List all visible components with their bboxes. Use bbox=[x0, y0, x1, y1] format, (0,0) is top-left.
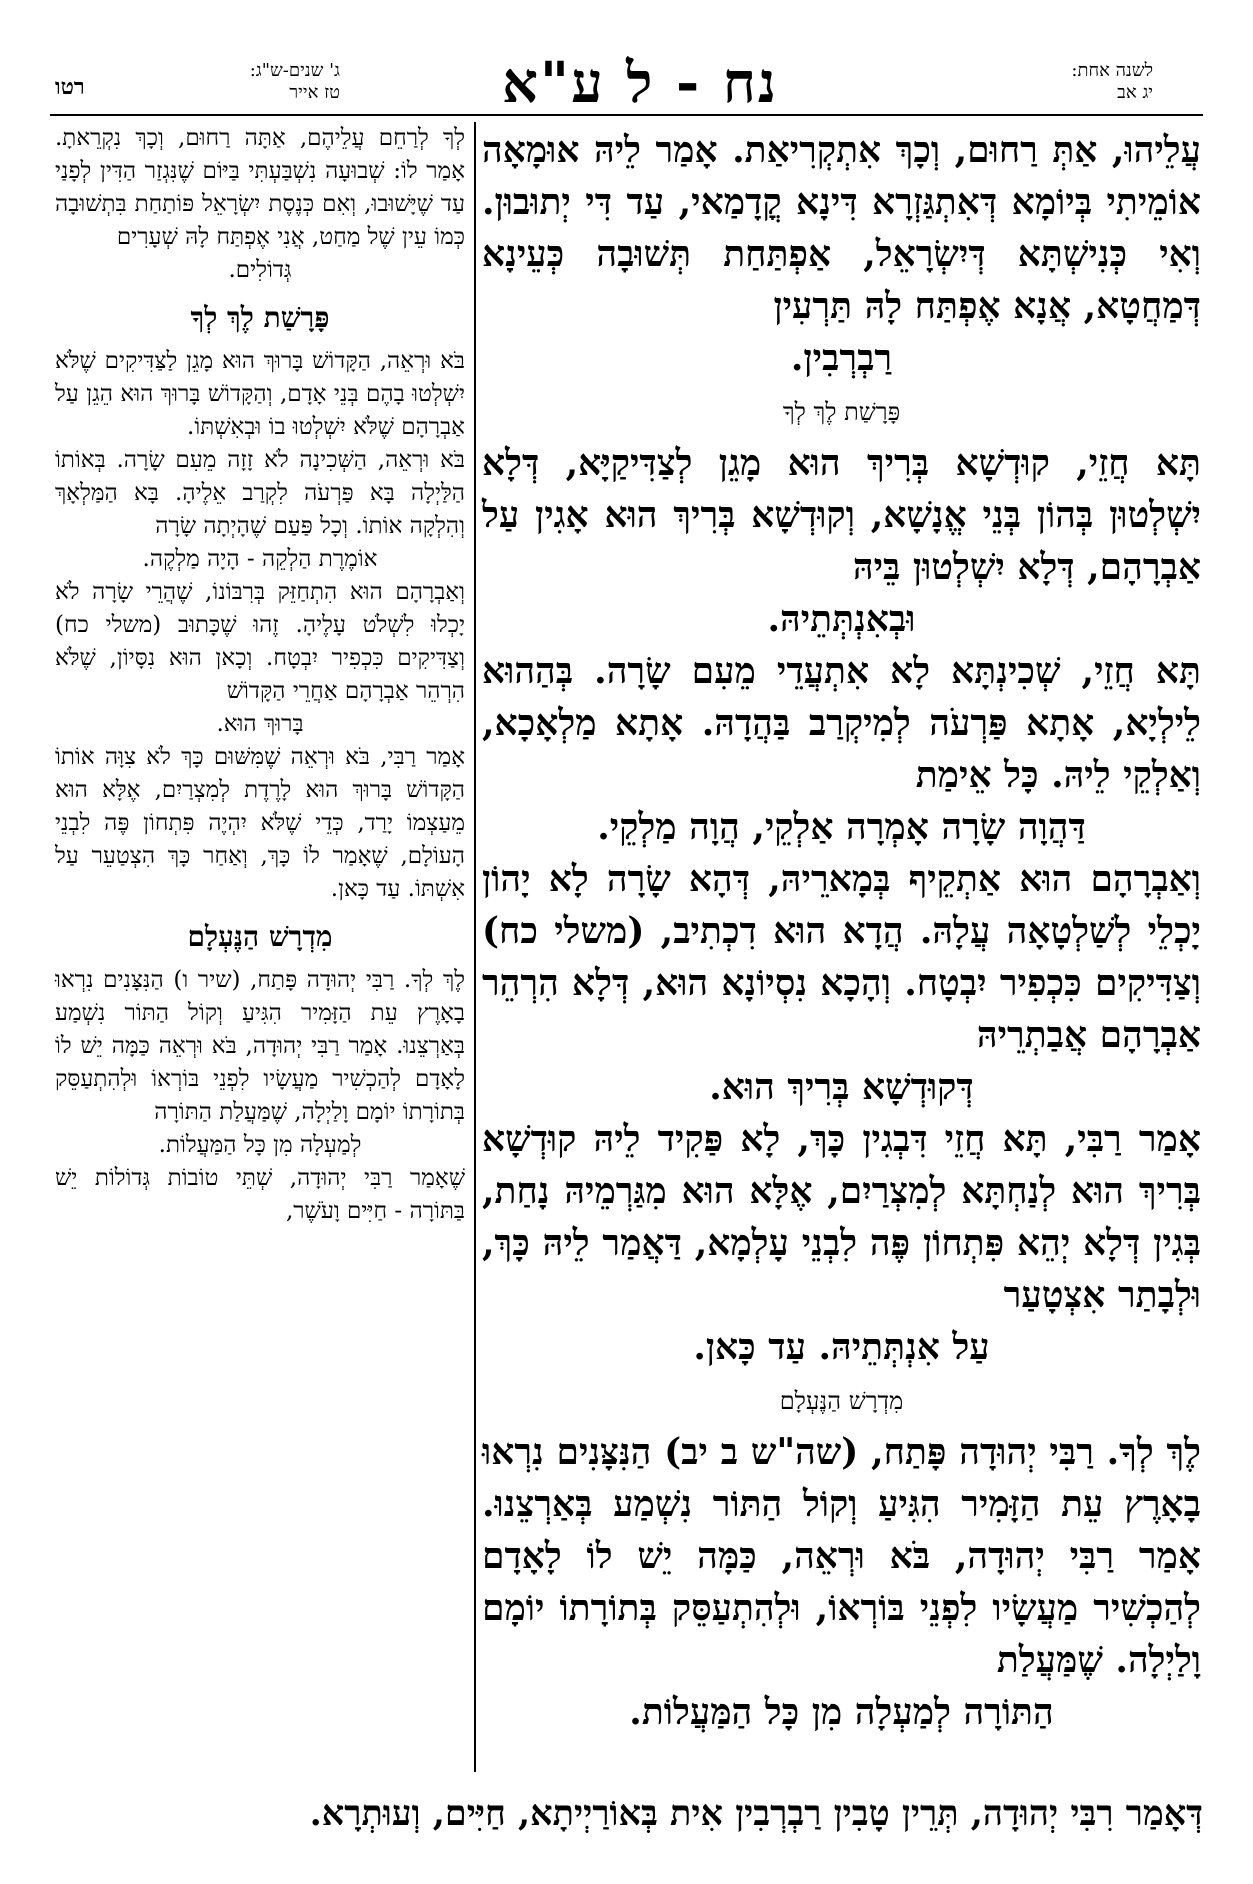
translation-section-heading: פָּרָשַׁת לֶךְ לְךָ bbox=[190, 301, 330, 334]
header-date-three-years: טז אייר bbox=[289, 82, 340, 103]
translation-paragraph: וְאַבְרָהָם הוּא הִתְחַזֵּק בְּרִבּוֹנוֹ, שֶׁהֲרֵי שָׂרָה לֹא יָכְלוּ לִשְׁלֹט עָלֶיהָ. זֶהוּ שֶׁכָּתוּב (משלי כח) וְצַדִּיקִים כִּכְפִיר יִבְטָח. וְכָאן הוּא נִסָּיוֹן, שֶׁלֹּא הִרְהֵר אַבְרָהָם אַחֲרֵי הַקָּדוֹשׁ bbox=[55, 579, 465, 704]
header-right-info bbox=[1013, 60, 1153, 104]
translation-paragraph: בֹּא וּרְאֵה, הַשְּׁכִינָה לֹא זָזָה מֵעִם שָׂרָה. בְּאוֹתוֹ הַלַּיְלָה בָּא פַּרְעֹה לִקְרַב אֵלֶיהָ. בָּא הַמַּלְאָךְ וְהִלְקָה אוֹתוֹ. וְכָל פַּעַם שֶׁהָיְתָה שָׂרָה bbox=[55, 447, 465, 539]
translation-section-heading: מִדְרָשׁ הַנֶּעְלָם bbox=[187, 920, 333, 953]
main-paragraph: עֲלֵיהוּ, אַתְּ רַחוּם, וְכָךְ אִתְקְרִיאַת. אָמַר לֵיהּ אוּמָאָה אוֹמֵיתִי בְּיוֹמָא דְּאִתְגַּזְרָא דִּינָא קֳדָמַאי, עַד דִּי יְתוּבוּן. וְאִי כְּנִישְׁתָּא דְּיִשְׂרָאֵל, אַפְתַּחַת תְּשׁוּבָה כְּעֵינָא דְּמַחֲטָא, אֲנָא אֶפְתַּח לָהּ תַּרְעִין bbox=[482, 129, 1201, 327]
header-date-one-year: יג אב bbox=[1117, 82, 1153, 103]
main-paragraph: אָמַר רַבִּי, תָּא חֲזֵי דִּבְגִין כָּךְ, לָא פַּקִיד לֵיהּ קוּדְשָׁא בְּרִיךְ הוּא לְנַחְתָּא לְמִצְרַיִם, אֶלָּא הוּא מִגַּרְמֵיהּ נָחַת, בְּגִין דְּלָא יְהֵא פִּתְחוֹן פֶּה לִבְנֵי עָלְמָא, דַּאֲמַר לֵיהּ כָּךְ, וּלְבָתַר אִצְטָעַר bbox=[482, 1118, 1201, 1316]
main-paragraph-end: רַבְרְבִין. bbox=[790, 337, 893, 379]
main-paragraph-end: דַּהֲוָה שָׂרָה אָמְרָה אַלְקֵי, הֲוָה מַלְקֵי. bbox=[597, 806, 1086, 848]
main-paragraph: תָּא חֲזֵי, שְׁכִינְתָּא לָא אִתְעֲדֵי מֵעִם שָׂרָה. בְּהַהוּא לֵילְיָא, אָתָא פַּרְעֹה לְמִיקְרַב בַּהֲדָהּ. אָתָא מַלְאָכָא, וְאַלְקֵי לֵיהּ. כָּל אֵימַת bbox=[482, 650, 1201, 796]
translation-paragraph-end: גְּדוֹלִים. bbox=[228, 257, 292, 283]
main-paragraph-end: הַתּוֹרָה לְמַעְלָה מִן כָּל הַמַּעֲלוֹת. bbox=[629, 1691, 1054, 1733]
header-rule bbox=[50, 114, 1203, 116]
main-paragraph-end: דְּקוּדְשָׁא בְּרִיךְ הוּא. bbox=[709, 1066, 974, 1108]
continuation-line: דְּאָמַר רִבִּי יְהוּדָה, תְּרֵין טָבִין רַבְרְבִין אִית בְּאוֹרַיְיתָא, חַיִּים, וְעוּתְרָא. bbox=[309, 1793, 1203, 1834]
header-schedule-one-year: לשנה אחת: bbox=[1071, 60, 1153, 81]
translation-paragraph: לְךָ לְרַחֵם עֲלֵיהֶם, אַתָּה רַחוּם, וְכָךְ נִקְרֵאתָ. אָמַר לוֹ: שְׁבוּעָה נִשְׁבַּעְתִּי בַּיּוֹם שֶׁנִּגְזַר הַדִּין לְפָנַי עַד שֶׁיָּשׁוּבוּ, וְאִם כְּנֶסֶת יִשְׂרָאֵל פּוֹתַחַת בִּתְשׁוּבָה כְּמוֹ עֵין שֶׁל מַחַט, אֲנִי אֶפְתַּח לָהּ שְׁעָרִים bbox=[55, 125, 465, 250]
main-paragraph: לֶךְ לְךָ. רַבִּי יְהוּדָה פָּתַח, (שה"ש ב יב) הַנִּצָּנִים נִרְאוּ בָאָרֶץ עֵת הַזָּמִיר הִגִּיעַ וְקוֹל הַתּוֹר נִשְׁמַע בְּאַרְצֵנוּ. אָמַר רַבִּי יְהוּדָה, בֹּא וּרְאֵה, כַּמָּה יֵשׁ לוֹ לָאָדָם לְהַכְשִׁיר מַעֲשָׂיו לִפְנֵי בּוֹרְאוֹ, וּלְהִתְעַסֵּק בְּתוֹרָתוֹ יוֹמָם וָלַיְלָה. שֶׁמַּעֲלַת bbox=[482, 1431, 1201, 1681]
section-heading: פָּרָשַׁת לֶךְ לְךָ bbox=[782, 398, 901, 426]
section-heading: מִדְרָשׁ הַנֶּעְלָם bbox=[779, 1387, 904, 1415]
translation-paragraph-end: בָּרוּךְ הוּא. bbox=[216, 711, 304, 737]
main-paragraph: תָּא חֲזֵי, קוּדְשָׁא בְּרִיךְ הוּא מָגֵן לְצַדִּיקַיָּא, דְּלָא יִשְׁלְטוּן בְּהוֹן בְּנֵי אֱנָשָׁא, וְקוּדְשָׁא בְּרִיךְ הוּא אָגִין עַל אַבְרָהָם, דְּלָא יִשְׁלְטוּן בֵּיהּ bbox=[482, 442, 1201, 588]
translation-paragraph-end: אוֹמֶרֶת הַלְקֵה - הָיָה מַלְקֶה. bbox=[142, 546, 378, 572]
main-paragraph: וְאַבְרָהָם הוּא אַתְקֵיף בְּמָארֵיהּ, דְּהָא שָׂרָה לָא יָהוֹן יָכְלֵי לְשַׁלְטָאָה עֲלָהּ. הֲדָא הוּא דִכְתִיב, (משלי כח) וְצַדִּיקִים כִּכְפִיר יִבְטָח. וְהָכָא נִסְיוֹנָא הוּא, דְּלָא הִרְהֵר אַבְרָהָם אֲבַתְרֵיהּ bbox=[482, 858, 1201, 1056]
translation-paragraph: לֶךְ לְךָ. רַבִּי יְהוּדָה פָּתַח, (שיר ו) הַנִּצָּנִים נִרְאוּ בָאָרֶץ עֵת הַזָּמִיר הִגִּיעַ וְקוֹל הַתּוֹר נִשְׁמַע בְּאַרְצֵנוּ. אָמַר רַבִּי יְהוּדָה, בֹּא וּרְאֵה כַּמָּה יֵשׁ לוֹ לָאָדָם לְהַכְשִׁיר מַעֲשָׂיו לִפְנֵי בּוֹרְאוֹ וּלְהִתְעַסֵּק בְּתוֹרָתוֹ יוֹמָם וָלַיְלָה, שֶׁמַּעֲלַת הַתּוֹרָה bbox=[55, 967, 465, 1125]
translation-column bbox=[55, 122, 465, 1228]
column-divider bbox=[474, 122, 476, 1772]
header-left-info bbox=[150, 60, 340, 104]
translation-paragraph-end: לְמַעְלָה מִן כָּל הַמַּעֲלוֹת. bbox=[158, 1132, 362, 1158]
main-paragraph-end: עַל אִנְתְּתֵיהּ. עַד כָּאן. bbox=[693, 1326, 990, 1368]
page-number: רטו bbox=[55, 74, 85, 100]
translation-paragraph: אָמַר רַבִּי, בֹּא וּרְאֵה שֶׁמִּשּׁוּם כָּךְ לֹא צִוָּה אוֹתוֹ הַקָּדוֹשׁ בָּרוּךְ הוּא לָרֶדֶת לְמִצְרַיִם, אֶלָּא הוּא מֵעַצְמוֹ יָרַד, כְּדֵי שֶׁלֹּא יִהְיֶה פִּתְחוֹן פֶּה לִבְנֵי הָעוֹלָם, שֶׁאָמַר לוֹ כָּךְ, וְאַחַר כָּךְ הִצְטַעֵר עַל אִשְׁתּוֹ. עַד כָּאן. bbox=[55, 744, 465, 902]
translation-paragraph: בֹּא וּרְאֵה, הַקָּדוֹשׁ בָּרוּךְ הוּא מָגֵן לַצַּדִּיקִים שֶׁלֹּא יִשְׁלְטוּ בָהֶם בְּנֵי אָדָם, וְהַקָּדוֹשׁ בָּרוּךְ הוּא הֵגֵן עַל אַבְרָהָם שֶׁלֹּא יִשְׁלְטוּ בוֹ וּבְאִשְׁתּוֹ. bbox=[55, 348, 465, 440]
translation-paragraph: שֶׁאָמַר רַבִּי יְהוּדָה, שְׁתֵּי טוֹבוֹת גְּדוֹלוֹת יֵשׁ בַּתּוֹרָה - חַיִּים וָעֹשֶׁר, bbox=[55, 1165, 465, 1224]
main-column bbox=[482, 122, 1201, 1738]
header-schedule-three-years: ג' שנים-ש"ג: bbox=[249, 60, 340, 81]
page-title: נח - ל ע"א bbox=[501, 50, 779, 116]
main-paragraph-end: וּבְאִנְתְּתֵיהּ. bbox=[767, 598, 916, 640]
